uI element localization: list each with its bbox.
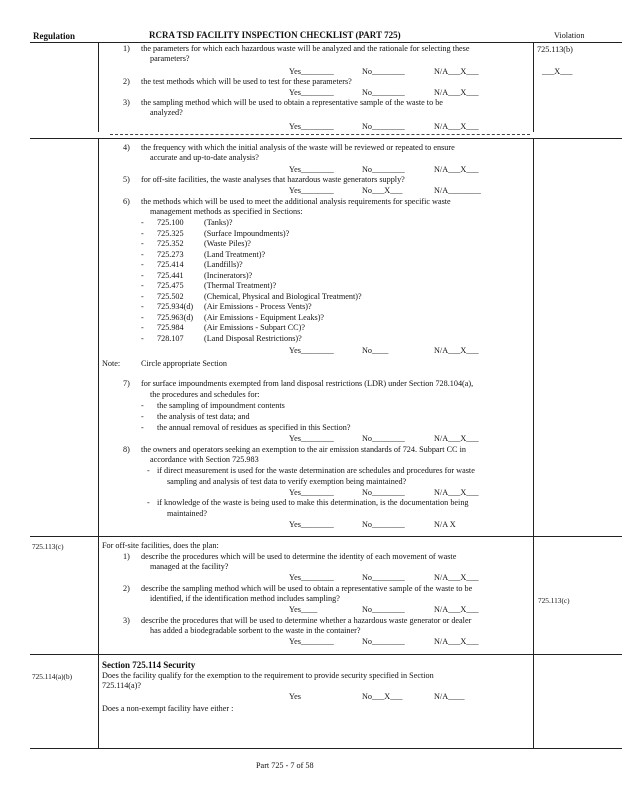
question-text: describe the procedures which will be used to determine the identity of each movement of waste [141,552,457,561]
violation-column-divider [533,42,534,132]
question-text: management methods as specified in Sections: [150,207,303,216]
violation-reference: 725.113(b) [537,45,573,54]
section-description: (Thermal Treatment)? [204,281,277,290]
answer-no[interactable]: No________ [362,488,405,497]
bullet-dash: - [141,239,144,248]
item-number: 1) [123,44,130,53]
question-text: the frequency with which the initial analysis of the waste will be reviewed or repeated to ensure [141,143,455,152]
regulation-reference: 725.114(a)(b) [32,672,73,681]
answer-no[interactable]: No________ [362,434,405,443]
bullet-dash: - [141,270,144,280]
subsection-intro: For off-site facilities, does the plan: [102,541,219,550]
question-text: the test methods which will be used to test for these parameters? [141,77,352,86]
section-description: (Incinerators)? [204,270,253,280]
bullet-dash: - [141,260,144,269]
question-text: accurate and up-to-date analysis? [150,153,259,162]
question-text: describe the procedures that will be used to determine whether a hazardous waste generator or dealer [141,616,472,625]
regulation-column-header: Regulation [33,31,76,41]
sub-question-text: if knowledge of the waste is being used to make this determination, is the documentation being [157,498,469,507]
answer-no[interactable]: No________ [362,573,405,582]
page-number: Part 725 - 7 of 58 [256,761,314,770]
item-number: 3) [123,616,130,625]
violation-column-header: Violation [554,31,585,40]
section-code[interactable]: 725.441 [157,270,184,280]
sub-question-text: sampling and analysis of test data to verify exemption being maintained? [167,477,407,486]
question-text: accordance with Section 725.983 [150,455,259,464]
section-code[interactable]: 725.502 [157,291,184,301]
page-title: RCRA TSD FACILITY INSPECTION CHECKLIST (PART 725) [149,30,401,40]
section-description: (Land Treatment)? [204,249,266,259]
item-number: 8) [123,445,130,454]
item-number: 6) [123,197,130,206]
answer-no[interactable]: No___X___ [362,692,403,701]
answer-no[interactable]: No________ [362,637,405,646]
section-code[interactable]: 725.325 [157,228,184,238]
answer-no[interactable]: No________ [362,122,405,131]
answer-na[interactable]: N/A___X___ [434,122,479,131]
answer-na[interactable]: N/A___X___ [434,165,479,174]
section-description: (Surface Impoundments)? [204,228,290,238]
question-text: Does a non-exempt facility have either : [102,704,234,713]
regulation-column-divider [98,138,99,748]
bullet-dash: - [141,281,144,290]
item-number: 2) [123,584,130,593]
section-description: (Tanks)? [204,218,233,227]
answer-na[interactable]: N/A___X___ [434,88,479,97]
item-number: 3) [123,98,130,107]
bullet-dash: - [147,498,150,507]
question-text: has added a biodegradable sorbent to the waste in the container? [150,626,361,635]
item-number: 4) [123,143,130,152]
section-code[interactable]: 725.963(d) [157,312,194,322]
answer-yes[interactable]: Yes________ [289,434,334,443]
section-description: (Air Emissions - Subpart CC)? [204,323,305,332]
bullet-dash: - [141,302,144,311]
note-label: Note: [102,359,121,368]
item-number: 7) [123,379,130,388]
answer-yes[interactable]: Yes________ [289,573,334,582]
answer-yes[interactable]: Yes________ [289,67,334,76]
bullet-dash: - [141,333,144,343]
bullet-dash: - [141,412,144,421]
bullet-dash: - [141,291,144,301]
question-text: for surface impoundments exempted from land disposal restrictions (LDR) under Section 728.104(a), [141,379,474,388]
note-text: Circle appropriate Section [141,359,227,368]
answer-no[interactable]: No________ [362,605,405,614]
question-text: describe the sampling method which will be used to obtain a representative sample of the waste to be [141,584,473,593]
question-text: for off-site facilities, the waste analyses that hazardous waste generators supply? [141,175,405,184]
section-description: (Air Emissions - Process Vents)? [204,302,312,311]
bullet-dash: - [141,312,144,322]
section-code[interactable]: 725.984 [157,323,184,332]
section-code[interactable]: 725.475 [157,281,184,290]
answer-na[interactable]: N/A___X___ [434,605,479,614]
section-code[interactable]: 728.107 [157,333,184,343]
answer-yes[interactable]: Yes________ [289,520,334,529]
section-code[interactable]: 725.414 [157,260,184,269]
question-text: analyzed? [150,108,183,117]
bullet-dash: - [141,218,144,227]
answer-yes[interactable]: Yes________ [289,122,334,131]
regulation-column-divider [98,42,99,132]
answer-yes[interactable]: Yes________ [289,346,334,355]
question-text: Does the facility qualify for the exemption to the requirement to provide security specified in Section [102,671,434,680]
section-rule [30,654,622,655]
answer-na[interactable]: N/A____ [434,692,465,701]
answer-yes[interactable]: Yes________ [289,637,334,646]
item-number: 5) [123,175,130,184]
answer-no[interactable]: No________ [362,67,405,76]
answer-na[interactable]: N/A___X___ [434,488,479,497]
section-code[interactable]: 725.352 [157,239,184,248]
section-code[interactable]: 725.934(d) [157,302,194,311]
violation-column-divider [533,138,534,748]
violation-mark[interactable]: ___X___ [542,67,573,76]
section-rule [30,536,622,537]
answer-na[interactable]: N/A___X___ [434,573,479,582]
answer-yes[interactable]: Yes [289,692,301,701]
question-text: identified, if the identification method includes sampling? [150,594,340,603]
bullet-item: the analysis of test data; and [157,412,250,421]
answer-na[interactable]: N/A________ [434,186,481,195]
answer-na[interactable]: N/A X [434,520,456,529]
bullet-item: the sampling of impoundment contents [157,401,285,410]
question-text: parameters? [150,54,190,63]
answer-no[interactable]: No________ [362,520,405,529]
answer-yes[interactable]: Yes________ [289,88,334,97]
section-description: (Landfills)? [204,260,243,269]
bottom-rule [30,748,622,749]
bullet-dash: - [141,323,144,332]
sub-question-text: maintained? [167,509,208,518]
bullet-dash: - [141,401,144,410]
answer-no[interactable]: No________ [362,165,405,174]
answer-na[interactable]: N/A___X___ [434,67,479,76]
answer-no[interactable]: No________ [362,88,405,97]
section-description: (Air Emissions - Equipment Leaks)? [204,312,325,322]
bullet-dash: - [141,228,144,238]
item-number: 2) [123,77,130,86]
bullet-dash: - [141,249,144,259]
question-text: managed at the facility? [150,562,229,571]
bullet-dash: - [147,466,150,475]
section-description: (Chemical, Physical and Biological Treatment)? [204,291,362,301]
regulation-reference: 725.113(c) [32,542,64,551]
section-code[interactable]: 725.100 [157,218,184,227]
answer-yes[interactable]: Yes____ [289,605,318,614]
answer-no[interactable]: No____ [362,346,389,355]
question-text: the procedures and schedules for: [150,390,260,399]
bullet-dash: - [141,423,144,432]
answer-yes[interactable]: Yes________ [289,186,334,195]
question-text: the sampling method which will be used to obtain a representative sample of the waste to be [141,98,443,107]
answer-na[interactable]: N/A___X___ [434,637,479,646]
answer-yes[interactable]: Yes________ [289,165,334,174]
question-text: the owners and operators seeking an exemption to the air emission standards of 724. Subpart CC in [141,445,466,454]
section-description: (Land Disposal Restrictions)? [204,333,302,343]
section-description: (Waste Piles)? [204,239,251,248]
question-text: the parameters for which each hazardous waste will be analyzed and the rationale for selecting these [141,44,470,53]
sub-question-text: if direct measurement is used for the waste determination are schedules and procedures for waste [157,466,475,475]
section-heading: Section 725.114 Security [102,660,196,670]
answer-yes[interactable]: Yes________ [289,488,334,497]
answer-na[interactable]: N/A___X___ [434,346,479,355]
violation-reference: 725.113(c) [538,596,570,605]
answer-no[interactable]: No___X___ [362,186,403,195]
page-break-rule [110,134,530,135]
question-text: the methods which will be used to meet the additional analysis requirements for specific waste [141,197,451,206]
question-text: 725.114(a)? [102,681,142,690]
bullet-item: the annual removal of residues as specified in this Section? [157,423,351,432]
answer-na[interactable]: N/A___X___ [434,434,479,443]
section-code[interactable]: 725.273 [157,249,184,259]
item-number: 1) [123,552,130,561]
